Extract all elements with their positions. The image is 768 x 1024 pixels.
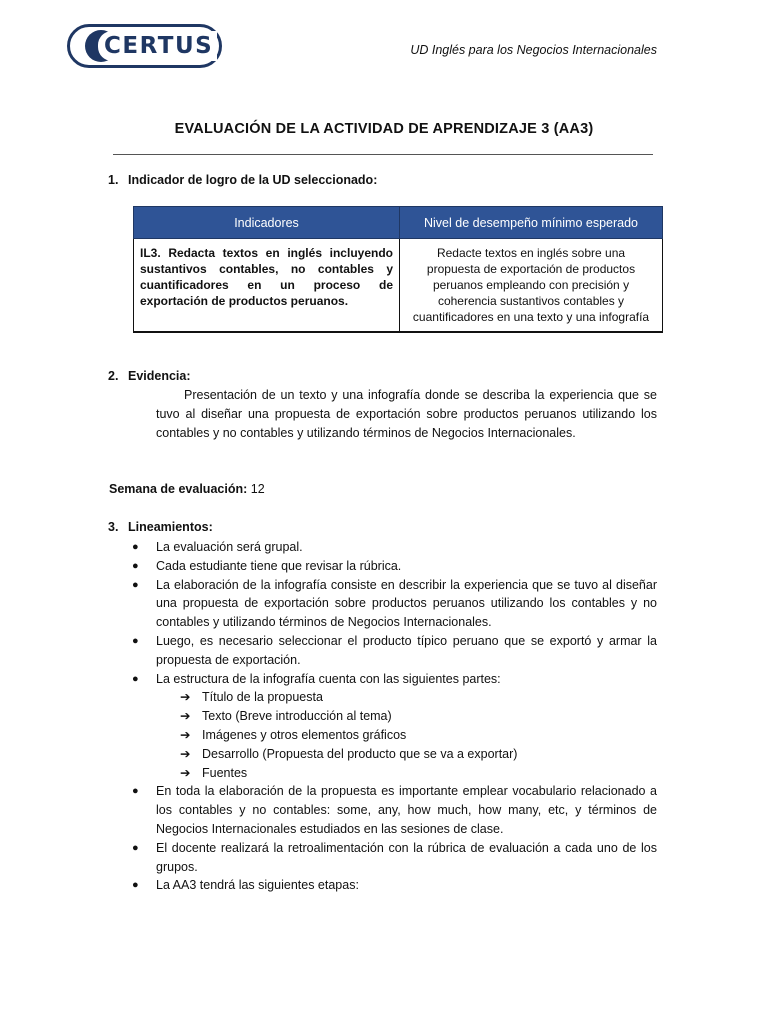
bullet-icon: ● <box>132 785 139 798</box>
title-divider <box>113 154 653 155</box>
performance-level-cell: Redacte textos en inglés sobre una propuesta de exportación de productos peruanos empleando con precisión y coherencia sustantivos contables y cuantificadores en una texto y una infografía <box>400 239 663 333</box>
evaluation-week-label: Semana de evaluación: <box>109 482 248 496</box>
structure-part-item: ➔ Imágenes y otros elementos gráficos <box>130 726 657 745</box>
structure-part-item: ➔ Desarrollo (Propuesta del producto que se va a exportar) <box>130 745 657 764</box>
section-2-heading <box>108 369 191 383</box>
structure-part-item: ➔ Fuentes <box>130 764 657 783</box>
evaluation-week <box>109 482 265 496</box>
bullet-icon: ● <box>132 559 139 572</box>
section-2-number: 2. <box>108 369 119 383</box>
evaluation-week-value: 12 <box>250 482 265 496</box>
course-title: UD Inglés para los Negocios Internacionales <box>410 43 657 57</box>
list-item: ● Cada estudiante tiene que revisar la rúbrica. <box>130 557 657 576</box>
bullet-icon: ● <box>132 879 139 892</box>
structure-part-item: ➔ Texto (Breve introducción al tema) <box>130 707 657 726</box>
section-3-number: 3. <box>108 520 119 534</box>
list-item: ● La AA3 tendrá las siguientes etapas: <box>130 876 657 895</box>
table-row <box>134 239 663 333</box>
table-header-nivel: Nivel de desempeño mínimo esperado <box>400 207 663 239</box>
bullet-icon: ● <box>132 578 139 591</box>
section-1-heading <box>108 173 377 187</box>
arrow-right-icon: ➔ <box>180 727 191 742</box>
arrow-right-icon: ➔ <box>180 765 191 780</box>
bullet-icon: ● <box>132 541 139 553</box>
list-item: ● La elaboración de la infografía consiste en describir la experiencia que se tuvo al diseñar una propuesta de exportación sobre productos peruanos utilizando los contables y no contables y utilizando términos de Negocios Internacionales. <box>132 577 657 630</box>
section-1-title: Indicador de logro de la UD seleccionado: <box>128 173 378 187</box>
section-3-heading <box>108 520 213 534</box>
list-item: ● El docente realizará la retroalimentación con la rúbrica de evaluación a cada uno de los grupos. <box>132 840 657 874</box>
indicators-table <box>133 206 663 333</box>
list-item: ● En toda la elaboración de la propuesta es importante emplear vocabulario relacionado a los contables y no contables: some, any, how much, how many, etc, y términos de Negocios Internacionales estudiados en las sesiones de clase. <box>132 784 657 836</box>
table-header-row <box>134 207 663 239</box>
bullet-icon: ● <box>132 672 139 685</box>
logo-text: CERTUS <box>98 31 217 61</box>
section-1-number: 1. <box>108 173 119 187</box>
list-item: ● La estructura de la infografía cuenta con las siguientes partes: <box>130 670 657 689</box>
evidence-text: Presentación de un texto y una infografía donde se describa la experiencia que se tuvo al diseñar una propuesta de exportación sobre productos peruanos utilizando los contables y no contables y utilizando términos de Negocios Internacionales. <box>156 388 657 440</box>
section-2-title: Evidencia: <box>128 369 191 383</box>
table-header-indicadores: Indicadores <box>134 207 400 239</box>
certus-logo <box>67 24 222 68</box>
indicator-cell: IL3. Redacta textos en inglés incluyendo sustantivos contables, no contables y cuantificadores en un proceso de exportación de productos peruanos. <box>134 239 400 333</box>
guidelines-list <box>130 538 657 895</box>
bullet-icon: ● <box>132 634 139 647</box>
section-3-title: Lineamientos: <box>128 520 213 534</box>
page-title: EVALUACIÓN DE LA ACTIVIDAD DE APRENDIZAJE 3 (AA3) <box>174 121 594 137</box>
list-item: ● La evaluación será grupal. <box>130 538 657 557</box>
arrow-right-icon: ➔ <box>180 690 191 705</box>
bullet-icon: ● <box>132 841 139 854</box>
list-item: ● Luego, es necesario seleccionar el producto típico peruano que se exportó y armar la propuesta de exportación. <box>132 633 657 667</box>
arrow-right-icon: ➔ <box>180 746 191 761</box>
structure-part-item: ➔ Título de la propuesta <box>130 688 657 707</box>
arrow-right-icon: ➔ <box>180 709 191 724</box>
